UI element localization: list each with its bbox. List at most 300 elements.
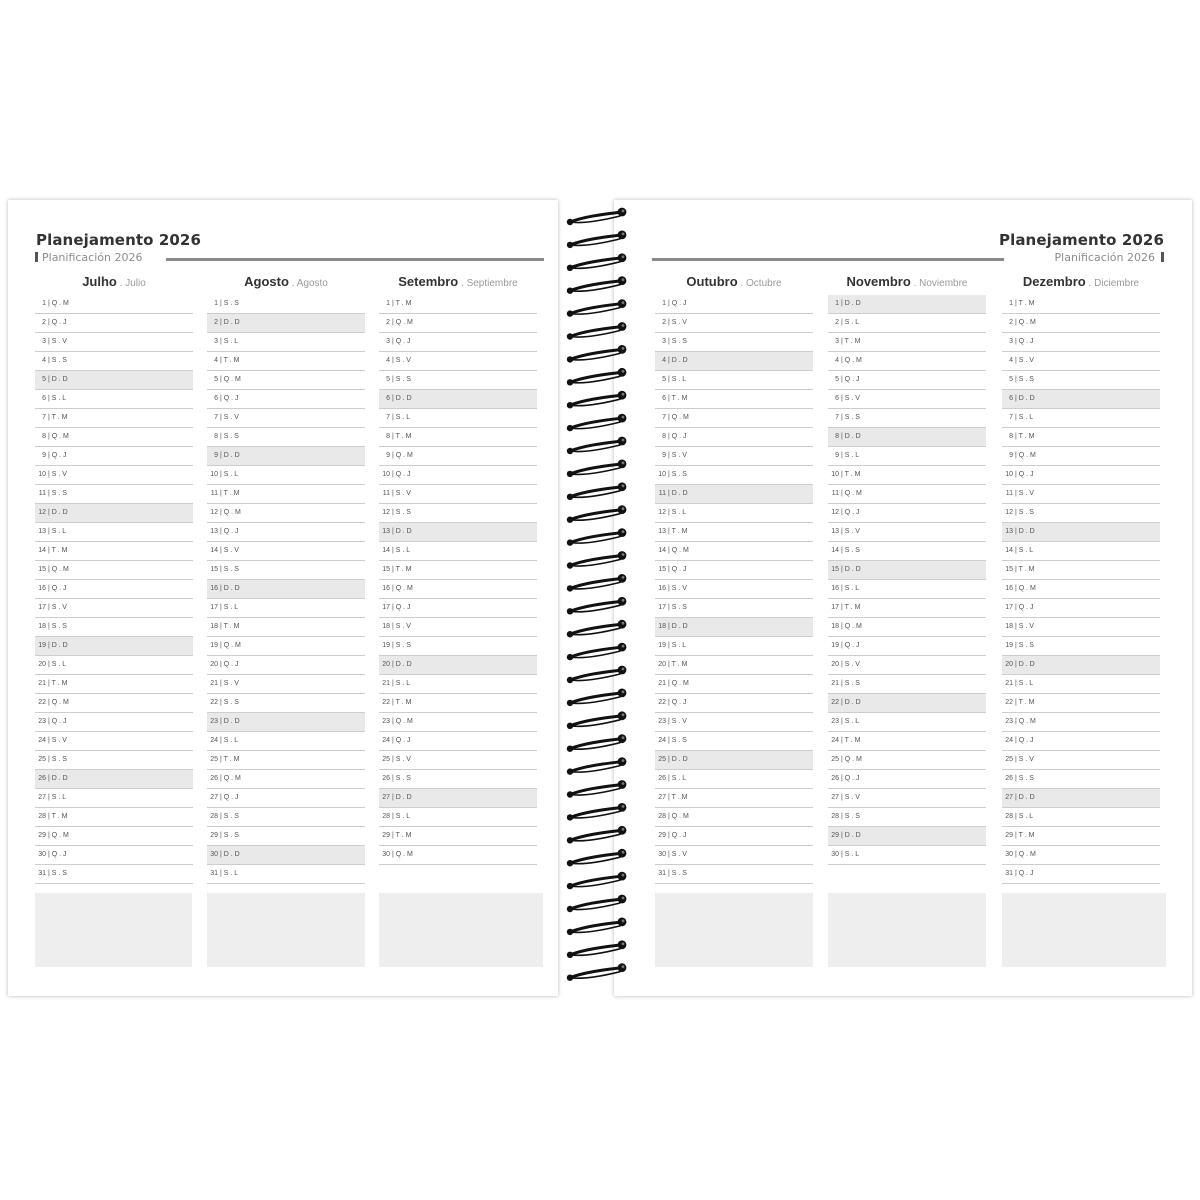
day-number: 5	[214, 376, 218, 383]
weekday-code: Q . J	[844, 775, 860, 782]
day-row[interactable]	[655, 827, 813, 846]
month-title	[35, 274, 193, 295]
day-row[interactable]	[655, 865, 813, 884]
day-number: 13	[210, 528, 218, 535]
day-row[interactable]	[1002, 295, 1160, 314]
day-row[interactable]	[207, 485, 365, 504]
day-row[interactable]	[828, 656, 986, 675]
day-separator: |	[392, 718, 396, 725]
day-row[interactable]	[1002, 637, 1160, 656]
day-row[interactable]	[379, 675, 537, 694]
month-separator: .	[458, 278, 467, 289]
day-row[interactable]	[35, 637, 193, 656]
day-row[interactable]	[655, 675, 813, 694]
day-row[interactable]	[207, 523, 365, 542]
day-row[interactable]	[1002, 599, 1160, 618]
day-row[interactable]	[1002, 827, 1160, 846]
day-row[interactable]	[655, 428, 813, 447]
day-row[interactable]	[655, 466, 813, 485]
day-separator: |	[668, 414, 672, 421]
day-row[interactable]	[35, 618, 193, 637]
day-row[interactable]	[828, 561, 986, 580]
day-row[interactable]	[828, 827, 986, 846]
day-row[interactable]	[1002, 865, 1160, 884]
day-row[interactable]	[379, 827, 537, 846]
day-row[interactable]	[207, 409, 365, 428]
day-row[interactable]	[828, 599, 986, 618]
weekday-code: Q . M	[844, 357, 862, 364]
day-row[interactable]	[828, 485, 986, 504]
spiral-coil	[567, 940, 627, 958]
day-row[interactable]	[35, 675, 193, 694]
day-row[interactable]	[828, 694, 986, 713]
day-row[interactable]	[1002, 846, 1160, 865]
day-number: 17	[382, 604, 390, 611]
day-row[interactable]	[655, 523, 813, 542]
day-separator: |	[48, 718, 52, 725]
spiral-coil	[567, 528, 627, 546]
day-row[interactable]	[35, 580, 193, 599]
day-row[interactable]	[1002, 789, 1160, 808]
planner-page-right	[614, 200, 1192, 996]
day-row[interactable]	[655, 371, 813, 390]
day-row[interactable]	[35, 371, 193, 390]
day-row[interactable]	[207, 295, 365, 314]
day-row[interactable]	[379, 751, 537, 770]
day-separator: |	[668, 870, 672, 877]
weekday-code: S . L	[844, 452, 860, 459]
day-row[interactable]	[828, 390, 986, 409]
weekday-code: Q . M	[223, 509, 241, 516]
day-number: 14	[1005, 547, 1013, 554]
day-number: 2	[662, 319, 666, 326]
day-row[interactable]	[207, 504, 365, 523]
day-row[interactable]	[1002, 314, 1160, 333]
day-row[interactable]	[655, 789, 813, 808]
day-row[interactable]	[655, 713, 813, 732]
day-row[interactable]	[379, 542, 537, 561]
day-number: 1	[662, 300, 666, 307]
day-row[interactable]	[655, 580, 813, 599]
day-separator: |	[48, 604, 52, 611]
day-separator: |	[220, 338, 224, 345]
day-row[interactable]	[655, 694, 813, 713]
day-separator: |	[668, 585, 672, 592]
day-row[interactable]	[35, 561, 193, 580]
weekday-code: S . S	[395, 376, 411, 383]
day-row[interactable]	[379, 371, 537, 390]
day-number: 5	[1009, 376, 1013, 383]
day-row[interactable]	[655, 352, 813, 371]
day-row[interactable]	[1002, 618, 1160, 637]
day-row[interactable]	[655, 504, 813, 523]
day-separator: |	[220, 794, 224, 801]
day-row[interactable]	[828, 846, 986, 865]
spiral-coil	[567, 872, 627, 890]
day-row[interactable]	[35, 732, 193, 751]
month-name-alt: Noviembre	[919, 278, 968, 289]
day-row[interactable]	[655, 542, 813, 561]
day-row[interactable]	[379, 352, 537, 371]
weekday-code: S . V	[671, 718, 687, 725]
day-row[interactable]	[35, 428, 193, 447]
weekday-code: Q . J	[51, 452, 67, 459]
day-row[interactable]	[1002, 447, 1160, 466]
day-separator: |	[220, 813, 224, 820]
day-row[interactable]	[207, 371, 365, 390]
day-row[interactable]	[207, 561, 365, 580]
day-row[interactable]	[655, 447, 813, 466]
day-row[interactable]	[207, 637, 365, 656]
day-separator: |	[668, 566, 672, 573]
day-separator: |	[668, 680, 672, 687]
spiral-coil	[567, 826, 627, 844]
day-row[interactable]	[828, 447, 986, 466]
day-row[interactable]	[35, 295, 193, 314]
day-row[interactable]	[655, 846, 813, 865]
day-separator: |	[841, 319, 845, 326]
day-row[interactable]	[655, 295, 813, 314]
day-row[interactable]	[207, 428, 365, 447]
day-row[interactable]	[1002, 371, 1160, 390]
day-row[interactable]	[35, 409, 193, 428]
day-row[interactable]	[207, 751, 365, 770]
day-separator: |	[841, 566, 845, 573]
day-number: 16	[1005, 585, 1013, 592]
day-row[interactable]	[655, 485, 813, 504]
day-row[interactable]	[1002, 656, 1160, 675]
day-row[interactable]	[207, 770, 365, 789]
weekday-code: S . L	[395, 414, 411, 421]
day-row[interactable]	[379, 485, 537, 504]
day-number: 3	[42, 338, 46, 345]
day-row[interactable]	[379, 732, 537, 751]
day-row[interactable]	[207, 580, 365, 599]
day-row[interactable]	[655, 314, 813, 333]
day-row[interactable]	[1002, 751, 1160, 770]
day-row[interactable]	[1002, 390, 1160, 409]
day-row[interactable]	[1002, 428, 1160, 447]
day-row[interactable]	[379, 580, 537, 599]
day-row[interactable]	[655, 561, 813, 580]
day-separator: |	[48, 357, 52, 364]
weekday-code: Q . M	[395, 851, 413, 858]
day-separator: |	[392, 566, 396, 573]
month-title	[828, 274, 986, 295]
day-row[interactable]	[35, 352, 193, 371]
day-number: 29	[38, 832, 46, 839]
day-row[interactable]	[207, 542, 365, 561]
day-separator: |	[48, 642, 52, 649]
day-row[interactable]	[828, 409, 986, 428]
day-row[interactable]	[828, 466, 986, 485]
day-row[interactable]	[1002, 561, 1160, 580]
day-row[interactable]	[828, 675, 986, 694]
day-number: 27	[831, 794, 839, 801]
day-row[interactable]	[379, 694, 537, 713]
day-row[interactable]	[379, 561, 537, 580]
day-separator: |	[841, 794, 845, 801]
day-row[interactable]	[35, 523, 193, 542]
day-row[interactable]	[828, 428, 986, 447]
weekday-code: T . M	[223, 357, 240, 364]
day-row[interactable]	[35, 542, 193, 561]
day-number: 28	[831, 813, 839, 820]
weekday-code: S . S	[223, 699, 239, 706]
weekday-code: S . S	[395, 642, 411, 649]
day-number: 4	[214, 357, 218, 364]
day-number: 18	[658, 623, 666, 630]
day-separator: |	[1015, 756, 1019, 763]
weekday-code: S . V	[1018, 357, 1034, 364]
day-row[interactable]	[379, 428, 537, 447]
day-row[interactable]	[379, 390, 537, 409]
day-row[interactable]	[828, 580, 986, 599]
day-row[interactable]	[655, 808, 813, 827]
day-row[interactable]	[207, 846, 365, 865]
day-row[interactable]	[1002, 675, 1160, 694]
day-number: 29	[210, 832, 218, 839]
day-separator: |	[841, 775, 845, 782]
day-row[interactable]	[207, 732, 365, 751]
day-separator: |	[392, 623, 396, 630]
day-number: 6	[42, 395, 46, 402]
day-row[interactable]	[35, 694, 193, 713]
day-separator: |	[668, 642, 672, 649]
day-number: 8	[42, 433, 46, 440]
day-row[interactable]	[35, 865, 193, 884]
weekday-code: D . D	[844, 699, 861, 706]
spiral-coil	[567, 895, 627, 913]
day-row[interactable]	[35, 770, 193, 789]
day-row[interactable]	[207, 333, 365, 352]
day-row[interactable]	[655, 656, 813, 675]
day-row[interactable]	[379, 808, 537, 827]
day-row[interactable]	[1002, 770, 1160, 789]
day-number: 27	[382, 794, 390, 801]
day-row[interactable]	[655, 637, 813, 656]
day-row[interactable]	[35, 808, 193, 827]
day-separator: |	[841, 813, 845, 820]
day-row[interactable]	[828, 371, 986, 390]
spiral-coil	[567, 689, 627, 707]
day-row[interactable]	[828, 295, 986, 314]
day-number: 14	[210, 547, 218, 554]
day-row[interactable]	[828, 618, 986, 637]
day-row[interactable]	[655, 390, 813, 409]
day-row[interactable]	[828, 523, 986, 542]
day-row[interactable]	[379, 789, 537, 808]
day-row[interactable]	[35, 713, 193, 732]
day-row[interactable]	[655, 770, 813, 789]
day-row[interactable]	[379, 314, 537, 333]
day-row[interactable]	[1002, 732, 1160, 751]
day-row[interactable]	[828, 789, 986, 808]
weekday-code: D . D	[844, 832, 861, 839]
weekday-code: S . L	[671, 509, 687, 516]
day-row[interactable]	[379, 770, 537, 789]
day-row[interactable]	[207, 713, 365, 732]
day-row[interactable]	[35, 314, 193, 333]
day-row[interactable]	[828, 314, 986, 333]
day-row[interactable]	[207, 352, 365, 371]
day-row[interactable]	[35, 390, 193, 409]
day-row[interactable]	[828, 808, 986, 827]
day-row[interactable]	[379, 333, 537, 352]
day-row[interactable]	[1002, 542, 1160, 561]
day-row[interactable]	[828, 333, 986, 352]
day-row[interactable]	[828, 637, 986, 656]
weekday-code: S . L	[395, 813, 411, 820]
day-row[interactable]	[207, 390, 365, 409]
weekday-code: S . S	[223, 300, 239, 307]
day-row[interactable]	[1002, 580, 1160, 599]
day-row[interactable]	[379, 618, 537, 637]
day-number: 19	[210, 642, 218, 649]
day-number: 13	[382, 528, 390, 535]
day-row[interactable]	[207, 599, 365, 618]
day-row[interactable]	[35, 656, 193, 675]
weekday-code: Q . J	[1018, 471, 1034, 478]
weekday-code: S . L	[395, 547, 411, 554]
day-row[interactable]	[35, 599, 193, 618]
weekday-code: S . V	[671, 585, 687, 592]
day-number: 5	[662, 376, 666, 383]
day-row[interactable]	[379, 656, 537, 675]
weekday-code: T . M	[844, 471, 861, 478]
day-number: 7	[835, 414, 839, 421]
day-row[interactable]	[379, 523, 537, 542]
day-row[interactable]	[1002, 409, 1160, 428]
weekday-code: Q . M	[671, 414, 689, 421]
day-row[interactable]	[379, 447, 537, 466]
day-separator: |	[48, 414, 52, 421]
weekday-code: S . S	[671, 471, 687, 478]
weekday-code: Q . M	[844, 490, 862, 497]
day-separator: |	[1015, 319, 1019, 326]
day-separator: |	[48, 680, 52, 687]
spiral-coil	[567, 299, 627, 317]
day-row[interactable]	[655, 599, 813, 618]
day-row[interactable]	[207, 656, 365, 675]
weekday-code: S . V	[395, 357, 411, 364]
spiral-coil	[567, 368, 627, 386]
day-row[interactable]	[379, 504, 537, 523]
day-row[interactable]	[207, 865, 365, 884]
day-row[interactable]	[655, 618, 813, 637]
day-row[interactable]	[35, 751, 193, 770]
day-row[interactable]	[207, 789, 365, 808]
day-row[interactable]	[35, 447, 193, 466]
weekday-code: Q . J	[844, 376, 860, 383]
day-row[interactable]	[35, 846, 193, 865]
day-row[interactable]	[828, 504, 986, 523]
weekday-code: Q . J	[1018, 737, 1034, 744]
day-number: 28	[382, 813, 390, 820]
day-row[interactable]	[1002, 504, 1160, 523]
day-row[interactable]	[1002, 713, 1160, 732]
day-row[interactable]	[1002, 523, 1160, 542]
day-number: 30	[1005, 851, 1013, 858]
day-row[interactable]	[379, 295, 537, 314]
day-row[interactable]	[655, 732, 813, 751]
day-row[interactable]	[207, 314, 365, 333]
month-separator: .	[116, 278, 126, 289]
day-row[interactable]	[1002, 694, 1160, 713]
day-number: 25	[382, 756, 390, 763]
day-row[interactable]	[1002, 333, 1160, 352]
day-row[interactable]	[828, 713, 986, 732]
day-row[interactable]	[379, 713, 537, 732]
day-row[interactable]	[35, 333, 193, 352]
day-row[interactable]	[379, 466, 537, 485]
day-separator: |	[48, 813, 52, 820]
day-row[interactable]	[35, 504, 193, 523]
weekday-code: S . V	[395, 623, 411, 630]
day-row[interactable]	[828, 751, 986, 770]
day-row[interactable]	[207, 694, 365, 713]
day-row[interactable]	[379, 637, 537, 656]
day-row[interactable]	[379, 846, 537, 865]
day-separator: |	[841, 509, 845, 516]
day-row[interactable]	[207, 808, 365, 827]
day-row[interactable]	[828, 770, 986, 789]
weekday-code: S . S	[671, 604, 687, 611]
day-row[interactable]	[655, 751, 813, 770]
day-row[interactable]	[35, 789, 193, 808]
day-row[interactable]	[379, 599, 537, 618]
day-separator: |	[841, 756, 845, 763]
day-row[interactable]	[379, 409, 537, 428]
month-title	[1002, 274, 1160, 295]
day-row[interactable]	[207, 675, 365, 694]
day-row[interactable]	[35, 485, 193, 504]
day-row[interactable]	[1002, 466, 1160, 485]
day-row[interactable]	[655, 333, 813, 352]
page-title: Planejamento 2026	[998, 231, 1164, 249]
day-number: 26	[382, 775, 390, 782]
day-number: 7	[386, 414, 390, 421]
day-row[interactable]	[655, 409, 813, 428]
day-separator: |	[1015, 775, 1019, 782]
month-name-alt: Septiembre	[466, 278, 518, 289]
day-row[interactable]	[1002, 352, 1160, 371]
weekday-code: S . L	[844, 585, 860, 592]
day-row[interactable]	[828, 542, 986, 561]
day-row[interactable]	[35, 466, 193, 485]
spiral-coil	[567, 643, 627, 661]
weekday-code: S . V	[671, 851, 687, 858]
day-row[interactable]	[828, 732, 986, 751]
spiral-coil	[567, 597, 627, 615]
day-row[interactable]	[1002, 808, 1160, 827]
weekday-code: T . M	[671, 794, 688, 801]
day-separator: |	[841, 338, 845, 345]
day-row[interactable]	[207, 618, 365, 637]
day-row[interactable]	[207, 466, 365, 485]
day-separator: |	[48, 870, 52, 877]
weekday-code: D . D	[671, 357, 688, 364]
day-row[interactable]	[207, 827, 365, 846]
weekday-code: S . L	[844, 718, 860, 725]
day-row[interactable]	[1002, 485, 1160, 504]
day-row[interactable]	[35, 827, 193, 846]
weekday-code: S . V	[1018, 623, 1034, 630]
day-row[interactable]	[828, 352, 986, 371]
day-number: 2	[386, 319, 390, 326]
day-row[interactable]	[207, 447, 365, 466]
day-number: 21	[382, 680, 390, 687]
